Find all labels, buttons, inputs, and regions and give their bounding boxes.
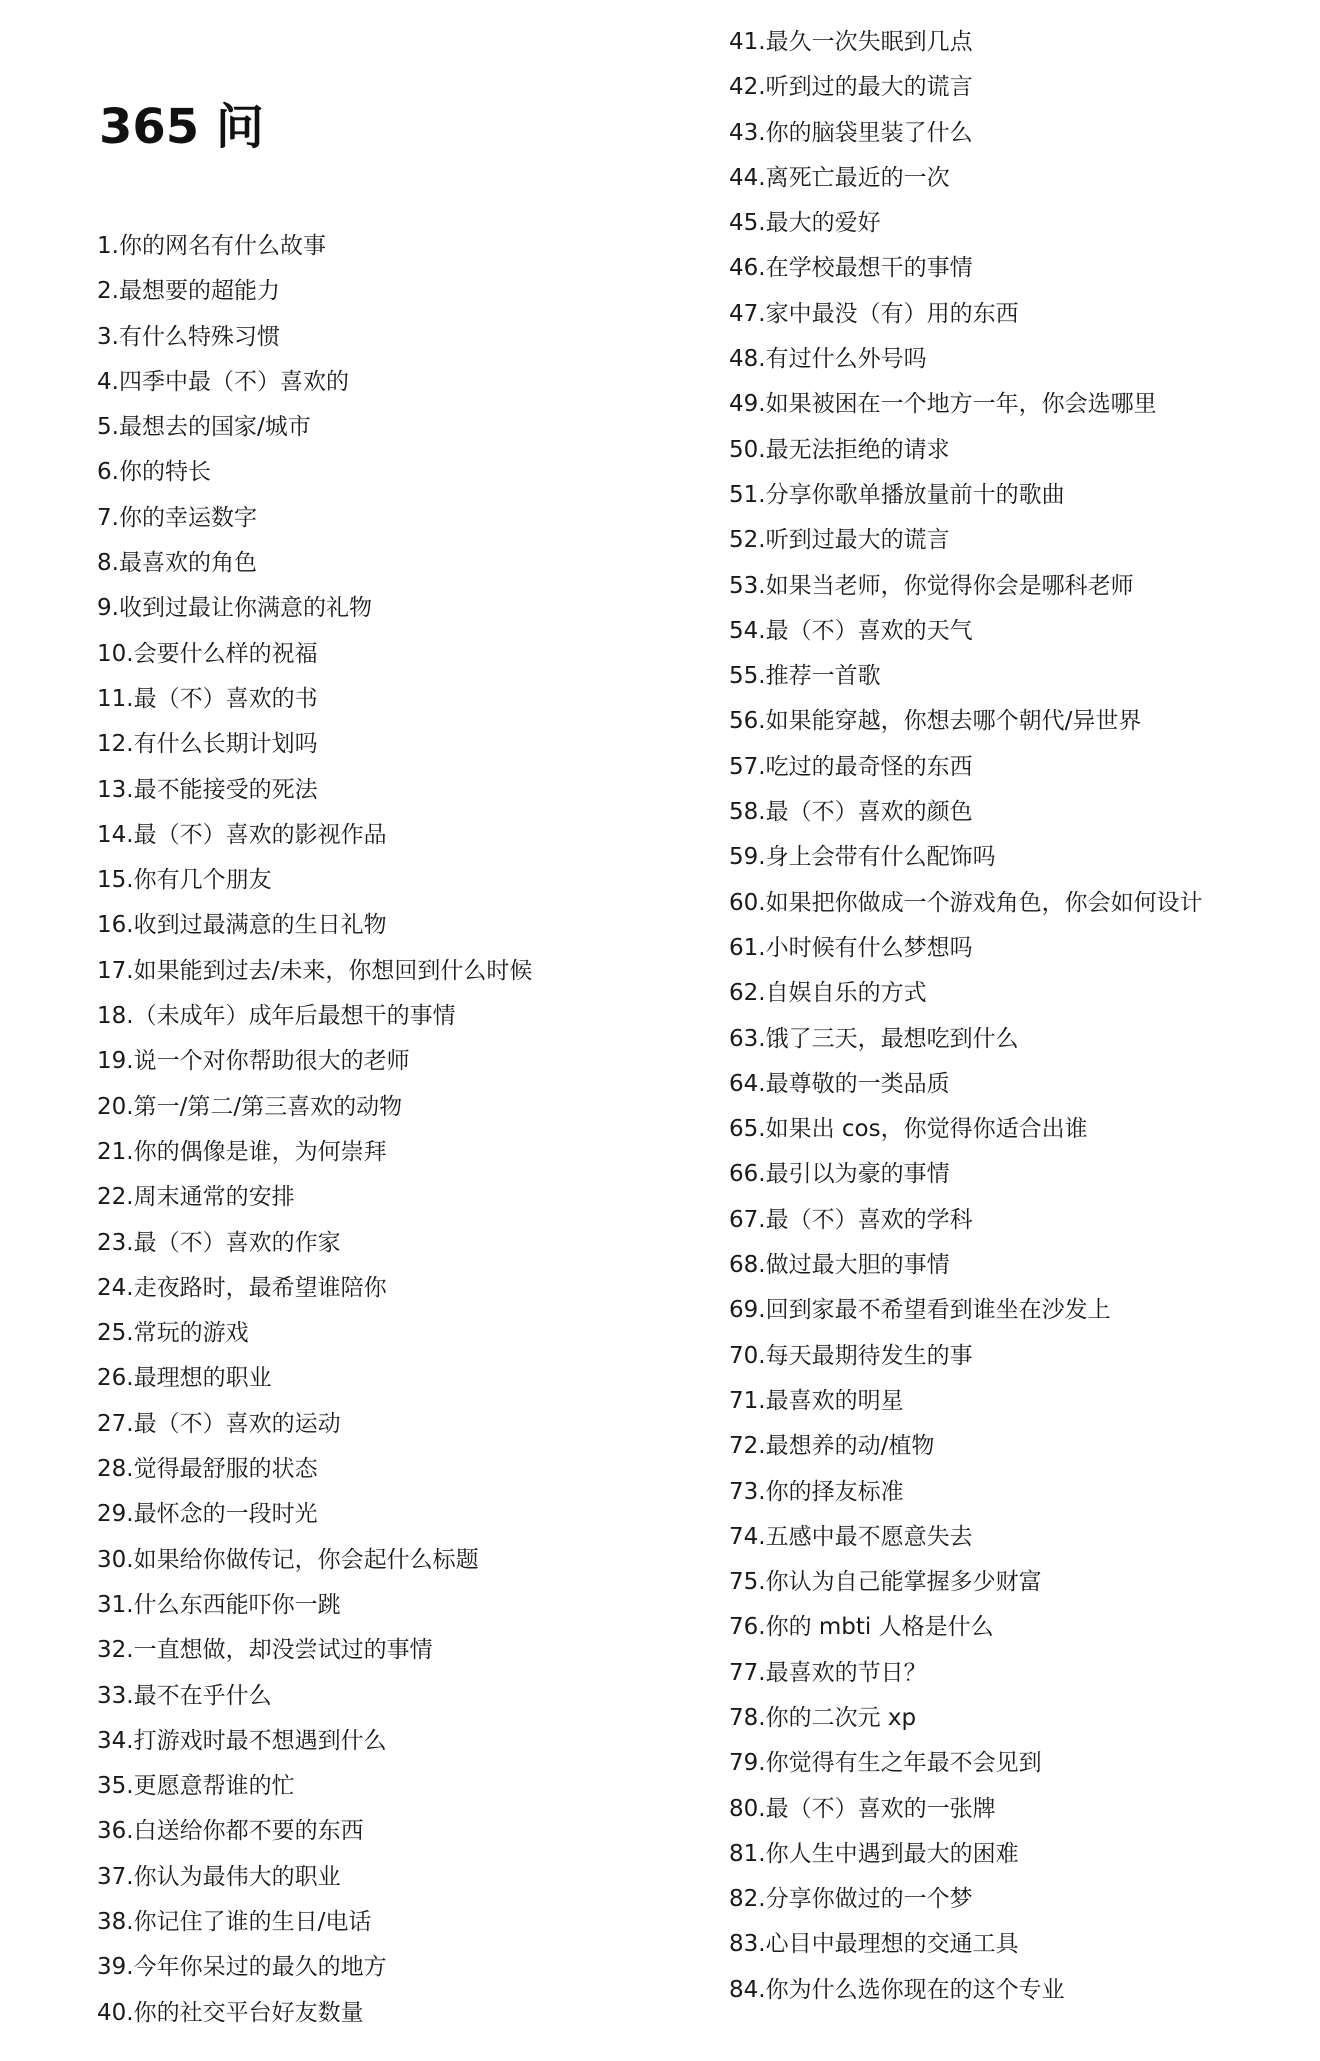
question-item: 64.最尊敬的一类品质 [729, 1070, 950, 1097]
question-item: 70.每天最期待发生的事 [729, 1342, 973, 1369]
question-item: 72.最想养的动/植物 [729, 1433, 935, 1460]
question-item: 76.你的 mbti 人格是什么 [729, 1614, 994, 1641]
question-item: 54.最（不）喜欢的天气 [729, 617, 973, 644]
question-list-left [97, 224, 697, 2036]
question-item: 14.最（不）喜欢的影视作品 [97, 821, 387, 848]
question-item: 31.什么东西能吓你一跳 [97, 1591, 341, 1618]
question-item: 84.你为什么选你现在的这个专业 [729, 1976, 1065, 2003]
question-item: 18.（未成年）成年后最想干的事情 [97, 1003, 456, 1030]
question-item: 32.一直想做，却没尝试过的事情 [97, 1637, 433, 1664]
question-item: 57.吃过的最奇怪的东西 [729, 753, 973, 780]
question-item: 8.最喜欢的角色 [97, 550, 257, 577]
question-item: 82.分享你做过的一个梦 [729, 1886, 973, 1913]
question-item: 16.收到过最满意的生日礼物 [97, 912, 387, 939]
question-item: 30.如果给你做传记，你会起什么标题 [97, 1546, 479, 1573]
question-item: 22.周末通常的安排 [97, 1184, 295, 1211]
question-item: 11.最（不）喜欢的书 [97, 685, 318, 712]
question-item: 59.身上会带有什么配饰吗 [729, 844, 996, 871]
question-item: 3.有什么特殊习惯 [97, 323, 280, 350]
question-item: 2.最想要的超能力 [97, 278, 280, 305]
question-item: 21.你的偶像是谁，为何崇拜 [97, 1138, 387, 1165]
question-item: 74.五感中最不愿意失去 [729, 1523, 973, 1550]
question-item: 78.你的二次元 xp [729, 1704, 917, 1731]
question-item: 28.觉得最舒服的状态 [97, 1456, 318, 1483]
question-item: 69.回到家最不希望看到谁坐在沙发上 [729, 1297, 1111, 1324]
question-item: 7.你的幸运数字 [97, 504, 257, 531]
question-item: 12.有什么长期计划吗 [97, 731, 318, 758]
question-item: 43.你的脑袋里装了什么 [729, 119, 973, 146]
question-item: 9.收到过最让你满意的礼物 [97, 595, 372, 622]
question-item: 48.有过什么外号吗 [729, 346, 927, 373]
question-item: 55.推荐一首歌 [729, 663, 881, 690]
question-item: 37.你认为最伟大的职业 [97, 1863, 341, 1890]
question-item: 5.最想去的国家/城市 [97, 414, 311, 441]
question-item: 6.你的特长 [97, 459, 211, 486]
question-item: 13.最不能接受的死法 [97, 776, 318, 803]
question-item: 49.如果被困在一个地方一年，你会选哪里 [729, 391, 1157, 418]
question-item: 77.最喜欢的节日？ [729, 1659, 927, 1686]
question-item: 23.最（不）喜欢的作家 [97, 1229, 341, 1256]
question-item: 25.常玩的游戏 [97, 1320, 249, 1347]
question-item: 63.饿了三天，最想吃到什么 [729, 1025, 1019, 1052]
question-item: 58.最（不）喜欢的颜色 [729, 799, 973, 826]
question-item: 33.最不在乎什么 [97, 1682, 272, 1709]
question-list-right [729, 20, 1309, 2013]
question-item: 71.最喜欢的明星 [729, 1387, 904, 1414]
question-item: 4.四季中最（不）喜欢的 [97, 368, 349, 395]
question-item: 56.如果能穿越，你想去哪个朝代/异世界 [729, 708, 1142, 735]
question-item: 42.听到过的最大的谎言 [729, 74, 973, 101]
question-item: 38.你记住了谁的生日/电话 [97, 1908, 372, 1935]
question-item: 27.最（不）喜欢的运动 [97, 1410, 341, 1437]
question-item: 81.你人生中遇到最大的困难 [729, 1840, 1019, 1867]
question-item: 20.第一/第二/第三喜欢的动物 [97, 1093, 403, 1120]
question-item: 35.更愿意帮谁的忙 [97, 1773, 295, 1800]
question-item: 65.如果出 cos，你觉得你适合出谁 [729, 1116, 1088, 1143]
question-item: 60.如果把你做成一个游戏角色，你会如何设计 [729, 889, 1203, 916]
question-item: 79.你觉得有生之年最不会见到 [729, 1750, 1042, 1777]
question-item: 62.自娱自乐的方式 [729, 980, 927, 1007]
question-item: 26.最理想的职业 [97, 1365, 272, 1392]
question-item: 24.走夜路时，最希望谁陪你 [97, 1274, 387, 1301]
question-item: 67.最（不）喜欢的学科 [729, 1206, 973, 1233]
question-item: 50.最无法拒绝的请求 [729, 436, 950, 463]
question-item: 1.你的网名有什么故事 [97, 233, 326, 259]
question-item: 80.最（不）喜欢的一张牌 [729, 1795, 996, 1822]
question-item: 73.你的择友标准 [729, 1478, 904, 1505]
question-item: 75.你认为自己能掌握多少财富 [729, 1569, 1042, 1596]
question-item: 68.做过最大胆的事情 [729, 1252, 950, 1279]
question-item: 15.你有几个朋友 [97, 867, 272, 894]
question-item: 17.如果能到过去/未来，你想回到什么时候 [97, 957, 533, 984]
question-item: 52.听到过最大的谎言 [729, 527, 950, 554]
question-item: 45.最大的爱好 [729, 210, 881, 237]
question-item: 39.今年你呆过的最久的地方 [97, 1954, 387, 1981]
question-item: 53.如果当老师，你觉得你会是哪科老师 [729, 572, 1134, 599]
question-item: 10.会要什么样的祝福 [97, 640, 318, 667]
question-item: 36.白送给你都不要的东西 [97, 1818, 364, 1845]
question-item: 34.打游戏时最不想遇到什么 [97, 1727, 387, 1754]
question-item: 51.分享你歌单播放量前十的歌曲 [729, 481, 1065, 508]
question-item: 40.你的社交平台好友数量 [97, 1999, 364, 2026]
question-item: 66.最引以为豪的事情 [729, 1161, 950, 1188]
question-item: 47.家中最没（有）用的东西 [729, 300, 1019, 327]
question-item: 19.说一个对你帮助很大的老师 [97, 1048, 410, 1075]
page-title: 365 问 [99, 99, 264, 155]
question-item: 29.最怀念的一段时光 [97, 1501, 318, 1528]
question-item: 61.小时候有什么梦想吗 [729, 934, 973, 961]
question-item: 83.心目中最理想的交通工具 [729, 1931, 1019, 1958]
question-item: 44.离死亡最近的一次 [729, 164, 950, 191]
question-item: 46.在学校最想干的事情 [729, 255, 973, 282]
question-item: 41.最久一次失眠到几点 [729, 29, 973, 55]
